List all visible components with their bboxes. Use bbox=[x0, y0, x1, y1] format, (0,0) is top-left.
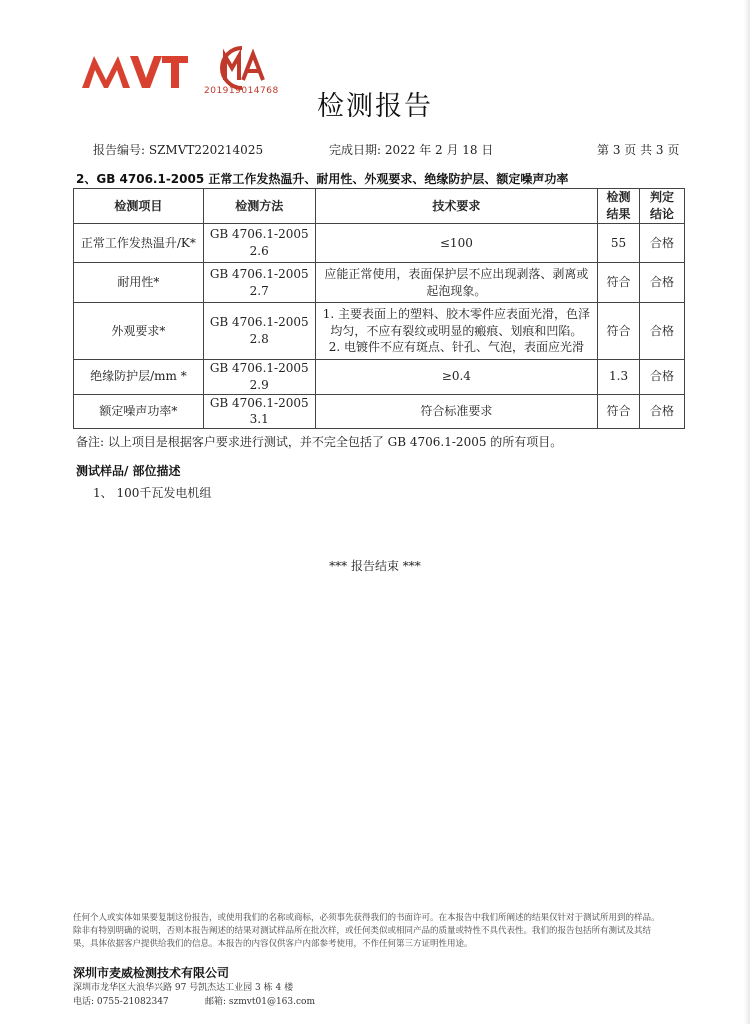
section-heading: 2、GB 4706.1-2005 正常工作发热温升、耐用性、外观要求、绝缘防护层、额定噪声功率 bbox=[76, 172, 569, 186]
results-table bbox=[73, 188, 685, 429]
row-result: 符合 bbox=[598, 263, 640, 303]
table-row bbox=[74, 263, 685, 303]
row-requirement: ≥0.4 bbox=[315, 360, 597, 395]
row-verdict: 合格 bbox=[640, 224, 685, 263]
table-row bbox=[74, 360, 685, 395]
table-header-row bbox=[74, 189, 685, 224]
company-address: 深圳市龙华区大浪华兴路 97 号凯杰达工业园 3 栋 4 楼 bbox=[73, 983, 294, 993]
row-requirement: 1. 主要表面上的塑料、胶木零件应表面光滑，色泽 均匀，不应有裂纹或明显的瘢痕、划痕和凹陷。 2. 电镀件不应有斑点、针孔、气泡，表面应光滑 bbox=[315, 303, 597, 360]
completion-date: 完成日期: 2022 年 2 月 18 日 bbox=[329, 143, 494, 157]
sample-heading: 测试样品/ 部位描述 bbox=[76, 464, 181, 478]
row-item: 正常工作发热温升/K* bbox=[74, 224, 204, 263]
row-requirement: 应能正常使用，表面保护层不应出现剥落、剥离或 起泡现象。 bbox=[315, 263, 597, 303]
report-number: 报告编号: SZMVT220214025 bbox=[93, 143, 264, 157]
table-row bbox=[74, 224, 685, 263]
footer-disclaimer: 任何个人或实体如果要复制这份报告，或使用我们的名称或商标，必须事先获得我们的书面许可。在本报告中我们所阐述的结果仅针对于测试所用到的样品。 除非有特别明确的说明，否则本报告阐述的结果对测试样品所在批次样，或任何类似或相同产品的质量或特性不具代表性。我们的报告包括所有测试及其结 果，具体依据客户提供给我们的信息。本报告的内容仅供客户内部参考使用，不作任何第三方证明性用途。 bbox=[73, 913, 660, 949]
row-result: 1.3 bbox=[598, 360, 640, 395]
row-verdict: 合格 bbox=[640, 303, 685, 360]
header-requirement: 技术要求 bbox=[315, 189, 597, 224]
row-requirement: ≤100 bbox=[315, 224, 597, 263]
header-result: 检测 结果 bbox=[598, 189, 640, 224]
cma-number: 201919014768 bbox=[204, 86, 279, 96]
row-verdict: 合格 bbox=[640, 263, 685, 303]
row-requirement: 符合标准要求 bbox=[315, 394, 597, 429]
page-title: 检测报告 bbox=[317, 91, 433, 122]
row-method: GB 4706.1-2005 2.7 bbox=[203, 263, 315, 303]
row-item: 外观要求* bbox=[74, 303, 204, 360]
sample-item: 1、 100千瓦发电机组 bbox=[93, 486, 212, 500]
company-phone: 电话: 0755-21082347 bbox=[73, 997, 169, 1007]
row-method: GB 4706.1-2005 3.1 bbox=[203, 394, 315, 429]
company-name: 深圳市麦威检测技术有限公司 bbox=[73, 966, 230, 980]
row-method: GB 4706.1-2005 2.8 bbox=[203, 303, 315, 360]
row-result: 符合 bbox=[598, 303, 640, 360]
row-verdict: 合格 bbox=[640, 394, 685, 429]
page-number: 第 3 页 共 3 页 bbox=[597, 143, 680, 157]
row-method: GB 4706.1-2005 2.9 bbox=[203, 360, 315, 395]
report-end-mark: *** 报告结束 *** bbox=[329, 559, 421, 573]
header-verdict: 判定 结论 bbox=[640, 189, 685, 224]
header-item: 检测项目 bbox=[74, 189, 204, 224]
remarks-note: 备注: 以上项目是根据客户要求进行测试，并不完全包括了 GB 4706.1-2005 的所有项目。 bbox=[76, 435, 563, 449]
table-row bbox=[74, 303, 685, 360]
table-row bbox=[74, 394, 685, 429]
row-result: 55 bbox=[598, 224, 640, 263]
row-item: 绝缘防护层/mm * bbox=[74, 360, 204, 395]
row-item: 耐用性* bbox=[74, 263, 204, 303]
row-verdict: 合格 bbox=[640, 360, 685, 395]
company-email: 邮箱: szmvt01@163.com bbox=[205, 997, 315, 1007]
row-result: 符合 bbox=[598, 394, 640, 429]
row-item: 额定噪声功率* bbox=[74, 394, 204, 429]
row-method: GB 4706.1-2005 2.6 bbox=[203, 224, 315, 263]
header-method: 检测方法 bbox=[203, 189, 315, 224]
page-edge-shadow bbox=[744, 0, 750, 1024]
